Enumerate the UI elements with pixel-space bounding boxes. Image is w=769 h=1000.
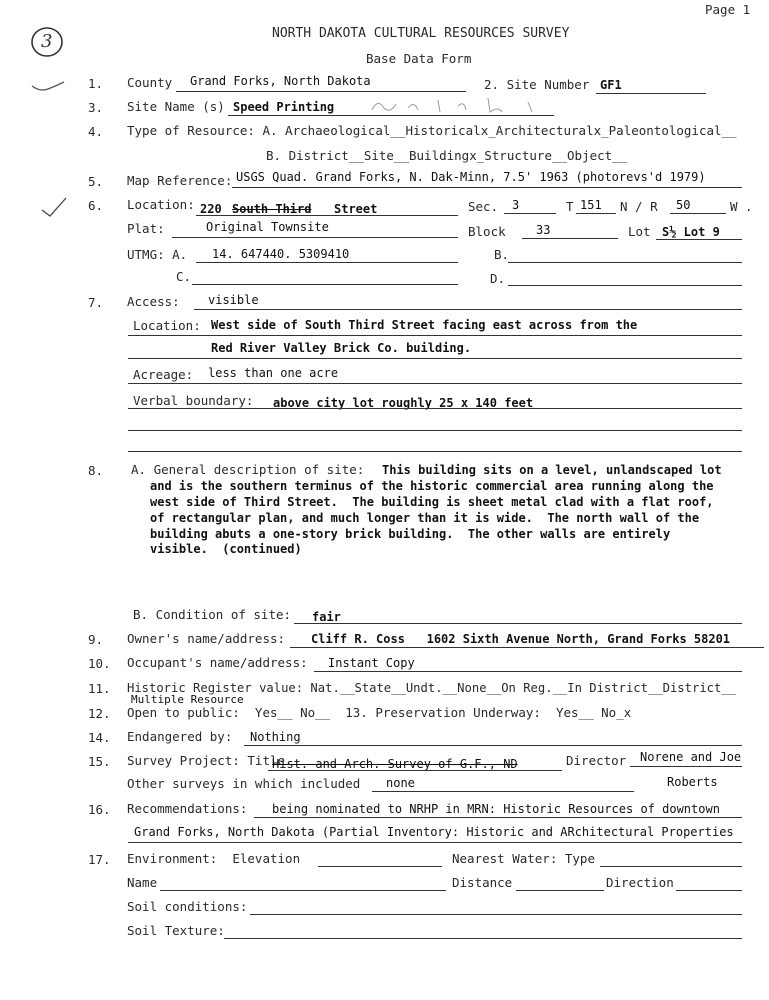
site-number-value: GF1 (600, 78, 622, 92)
acreage-label: Acreage: (133, 367, 194, 382)
plat-line (172, 237, 458, 238)
occupant-label: Occupant's name/address: (127, 655, 308, 670)
township-line (576, 213, 616, 214)
blank-line (128, 430, 742, 431)
block-line (522, 238, 618, 239)
recommendations-underline1 (254, 817, 742, 818)
item-number: 6. (88, 198, 104, 213)
map-reference-value: USGS Quad. Grand Forks, N. Dak-Minn, 7.5' 1963 (photorevs'd 1979) (236, 170, 706, 184)
lot-label: Lot (628, 224, 651, 239)
multiple-resource: Multiple Resource (131, 693, 244, 706)
location-desc-line1: West side of South Third Street facing east across from the (211, 318, 638, 332)
description-label: A. General description of site: (131, 462, 365, 477)
item-number: 9. (88, 632, 104, 647)
recommendations-label: Recommendations: (127, 801, 248, 816)
description-line: and is the southern terminus of the historic commercial area running along the (150, 479, 714, 493)
survey-project-line (268, 770, 562, 771)
site-name-label: Site Name (s) (127, 99, 225, 114)
location-label: Location: (127, 197, 195, 212)
other-surveys-line (372, 791, 634, 792)
item-number: 11. (88, 681, 111, 696)
distance-line (516, 890, 604, 891)
utmg-b-line (508, 262, 742, 263)
sec-value: 3 (512, 198, 520, 212)
item-number: 5. (88, 174, 104, 189)
soil-texture-label: Soil Texture: (127, 923, 225, 938)
acreage-value: less than one acre (208, 366, 339, 380)
access-label: Access: (127, 294, 180, 309)
block-label: Block (468, 224, 506, 239)
utmg-c-label: C. (176, 269, 192, 284)
sec-label: Sec. (468, 199, 499, 214)
range-suffix: W . (730, 199, 753, 214)
director-line (630, 766, 742, 767)
resource-type-line1: Type of Resource: A. Archaeological__Historicalx_Architecturalx_Paleontological__ (127, 123, 737, 138)
direction-label: Direction (606, 875, 674, 890)
soil-conditions-line (250, 914, 742, 915)
location-street: Street (334, 202, 378, 216)
acreage-line (128, 383, 742, 384)
condition-value: fair (312, 610, 341, 624)
range-label: N / R (620, 199, 658, 214)
utmg-a-value: 14. 647440. 5309410 (212, 247, 350, 261)
item-number: 3. (88, 100, 104, 115)
utmg-c-line (192, 284, 458, 285)
director-value2: Roberts (667, 775, 718, 789)
environment-label: Environment: Elevation (127, 851, 301, 866)
description-line: of rectangular plan, and much longer than it is wide. The north wall of the (150, 511, 700, 525)
occupant-line (314, 671, 742, 672)
recommendations-line1: being nominated to NRHP in MRN: Historic Resources of downtown (272, 802, 720, 816)
elevation-line (318, 866, 442, 867)
survey-project-label: Survey Project: Title (127, 753, 286, 768)
county-line (176, 91, 466, 92)
open-public-label: Open to public: Yes__ No__ 13. Preservation Underway: Yes__ No_x (127, 705, 632, 720)
item-number: 7. (88, 295, 104, 310)
blank-line (128, 451, 742, 452)
location-struck: South Third (232, 202, 312, 216)
item-number: 12. (88, 706, 111, 721)
description-line: This building sits on a level, unlandscaped lot (382, 463, 722, 477)
handwritten-scribble (368, 94, 558, 116)
site-name-value: Speed Printing (233, 100, 335, 114)
location-desc-underline1 (128, 335, 742, 336)
register-value-label: Historic Register value: Nat.__State__Undt.__None__On Reg.__In District__District__ (127, 681, 737, 695)
survey-project-value: Hist. and Arch. Survey of G.F., ND (272, 757, 518, 771)
county-value: Grand Forks, North Dakota (190, 74, 371, 88)
range-value: 50 (676, 198, 691, 212)
utmg-b-label: B. (494, 247, 510, 262)
circled-number: 3 (41, 31, 53, 52)
condition-line (294, 623, 742, 624)
verbal-boundary-label: Verbal boundary: (133, 393, 254, 408)
location-desc-line2: Red River Valley Brick Co. building. (211, 341, 472, 355)
form-title: NORTH DAKOTA CULTURAL RESOURCES SURVEY (272, 26, 570, 41)
soil-texture-line (224, 938, 742, 939)
recommendations-underline2 (128, 842, 742, 843)
range-line (670, 213, 726, 214)
item-number: 8. (88, 463, 104, 478)
plat-value: Original Townsite (206, 220, 329, 234)
utmg-label: UTMG: A. (127, 247, 188, 262)
item-number: 16. (88, 802, 111, 817)
site-number-label: 2. Site Number (484, 77, 590, 92)
page-number: Page 1 (705, 2, 751, 17)
item-number: 15. (88, 754, 111, 769)
occupant-value: Instant Copy (328, 656, 415, 670)
item-number: 10. (88, 656, 111, 671)
item-number: 17. (88, 852, 111, 867)
form-subtitle: Base Data Form (366, 51, 472, 66)
other-surveys-value: none (386, 776, 415, 790)
item-number: 1. (88, 76, 104, 91)
other-surveys-label: Other surveys in which included (127, 776, 361, 791)
director-label: Director (566, 753, 627, 768)
utmg-d-label: D. (490, 271, 506, 286)
name-line (160, 890, 446, 891)
verbal-boundary-line (128, 408, 742, 409)
location-desc-underline2 (128, 358, 742, 359)
utmg-d-line (508, 285, 742, 286)
lot-value: S½ Lot 9 (662, 225, 720, 239)
location-number: 220 (200, 202, 222, 216)
location-desc-label: Location: (133, 318, 201, 333)
endangered-value: Nothing (250, 730, 301, 744)
direction-line (676, 890, 742, 891)
item-number: 14. (88, 730, 111, 745)
map-reference-label: Map Reference: (127, 173, 233, 188)
description-line: west side of Third Street. The building is sheet metal clad with a flat roof, (150, 495, 714, 509)
location-line (196, 215, 458, 216)
township-value: 151 (580, 198, 602, 212)
water-type-label: Nearest Water: Type (452, 851, 595, 866)
lot-line (656, 239, 742, 240)
check-mark-icon (40, 196, 70, 220)
name-label: Name (127, 875, 158, 890)
block-value: 33 (536, 223, 551, 237)
distance-label: Distance (452, 875, 513, 890)
item-number: 4. (88, 124, 104, 139)
water-type-line (600, 866, 742, 867)
description-line: visible. (continued) (150, 542, 302, 556)
owner-label: Owner's name/address: (127, 631, 286, 646)
soil-conditions-label: Soil conditions: (127, 899, 248, 914)
recommendations-line2: Grand Forks, North Dakota (Partial Inventory: Historic and ARchitectural Properties (134, 825, 734, 839)
condition-label: B. Condition of site: (133, 607, 292, 622)
description-line: building abuts a one-story brick building. The other walls are entirely (150, 527, 671, 541)
site-number-line (596, 93, 706, 94)
verbal-boundary-value: above city lot roughly 25 x 140 feet (273, 396, 534, 410)
township-label: T (566, 199, 574, 214)
utmg-a-line (196, 262, 458, 263)
plat-label: Plat: (127, 221, 165, 236)
access-line (194, 309, 742, 310)
sec-line (504, 213, 556, 214)
access-value: visible (208, 293, 259, 307)
director-value1: Norene and Joe (640, 750, 742, 764)
owner-value: Cliff R. Coss 1602 Sixth Avenue North, Grand Forks 58201 (311, 632, 731, 646)
endangered-label: Endangered by: (127, 729, 233, 744)
endangered-line (244, 745, 742, 746)
map-reference-line (232, 187, 742, 188)
check-mark-icon (30, 78, 70, 98)
county-label: County (127, 75, 173, 90)
resource-type-line2: B. District__Site__Buildingx_Structure__Object__ (266, 148, 628, 163)
owner-line (290, 647, 764, 648)
